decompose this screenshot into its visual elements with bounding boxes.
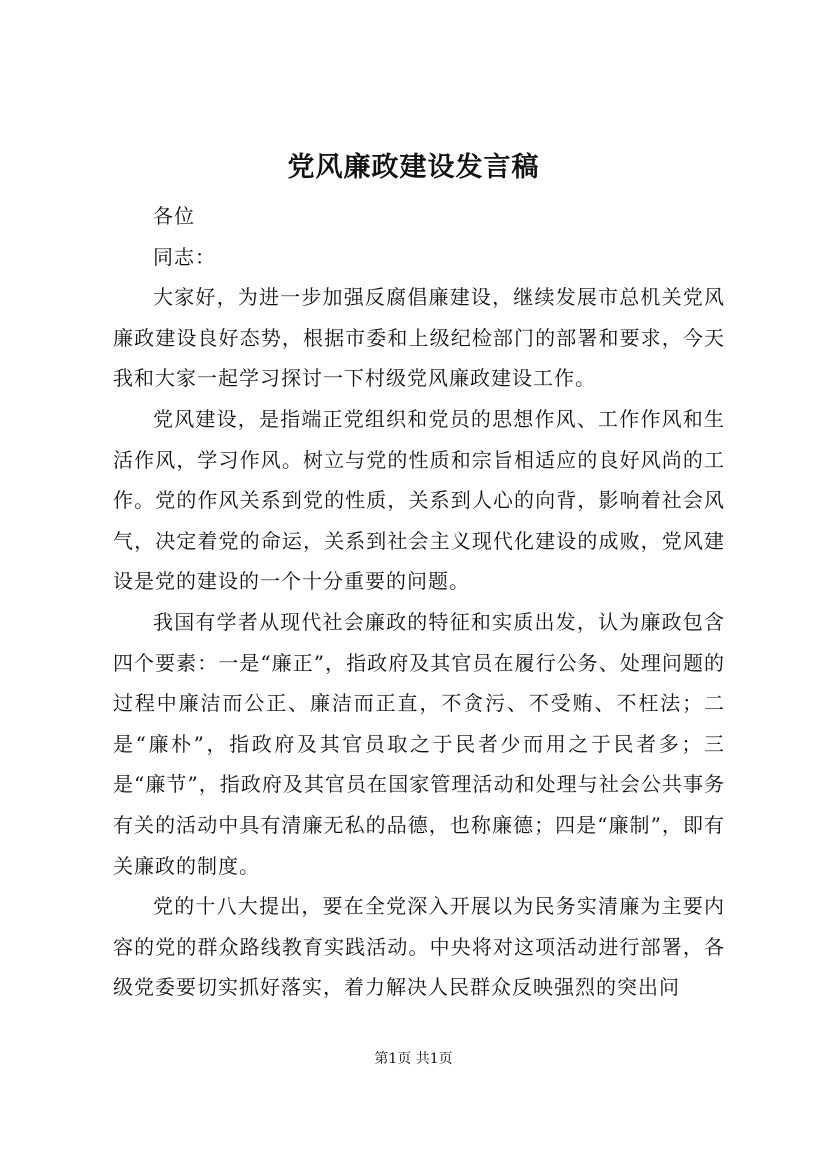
salutation-line-1: 各位 [153, 204, 195, 228]
body-paragraph-4: 党的十八大提出，要在全党深入开展以为民务实清廉为主要内容的党的群众路线教育实践活动。中央将对这项活动进行部署，各级党委要切实抓好落实，着力解决人民群众反映强烈的突出问 [113, 894, 725, 1000]
document-title: 党风廉政建设发言稿 [287, 152, 540, 183]
page-number-footer: 第1页 共1页 [374, 1051, 453, 1067]
body-paragraph-3: 我国有学者从现代社会廉政的特征和实质出发，认为廉政包含四个要素：一是“廉正”，指政府及其官员在履行公务、处理问题的过程中廉洁而公正、廉洁而正直，不贪污、不受贿、不枉法；二是“廉朴”，指政府及其官员取之于民者少而用之于民者多；三是“廉节”，指政府及其官员在国家管理活动和处理与社会公共事务有关的活动中具有清廉无私的品德，也称廉德；四是“廉制”，即有关廉政的制度。 [113, 609, 725, 878]
salutation-line-2: 同志： [153, 244, 216, 269]
body-paragraph-1: 大家好，为进一步加强反腐倡廉建设，继续发展市总机关党风廉政建设良好态势，根据市委和上级纪检部门的部署和要求，今天我和大家一起学习探讨一下村级党风廉政建设工作。 [113, 285, 725, 391]
body-paragraph-2: 党风建设，是指端正党组织和党员的思想作风、工作作风和生活作风，学习作风。树立与党的性质和宗旨相适应的良好风尚的工作。党的作风关系到党的性质，关系到人心的向背，影响着社会风气，决定着党的命运，关系到社会主义现代化建设的成败，党风建设是党的建设的一个十分重要的问题。 [113, 406, 725, 594]
document-body [113, 196, 725, 1008]
